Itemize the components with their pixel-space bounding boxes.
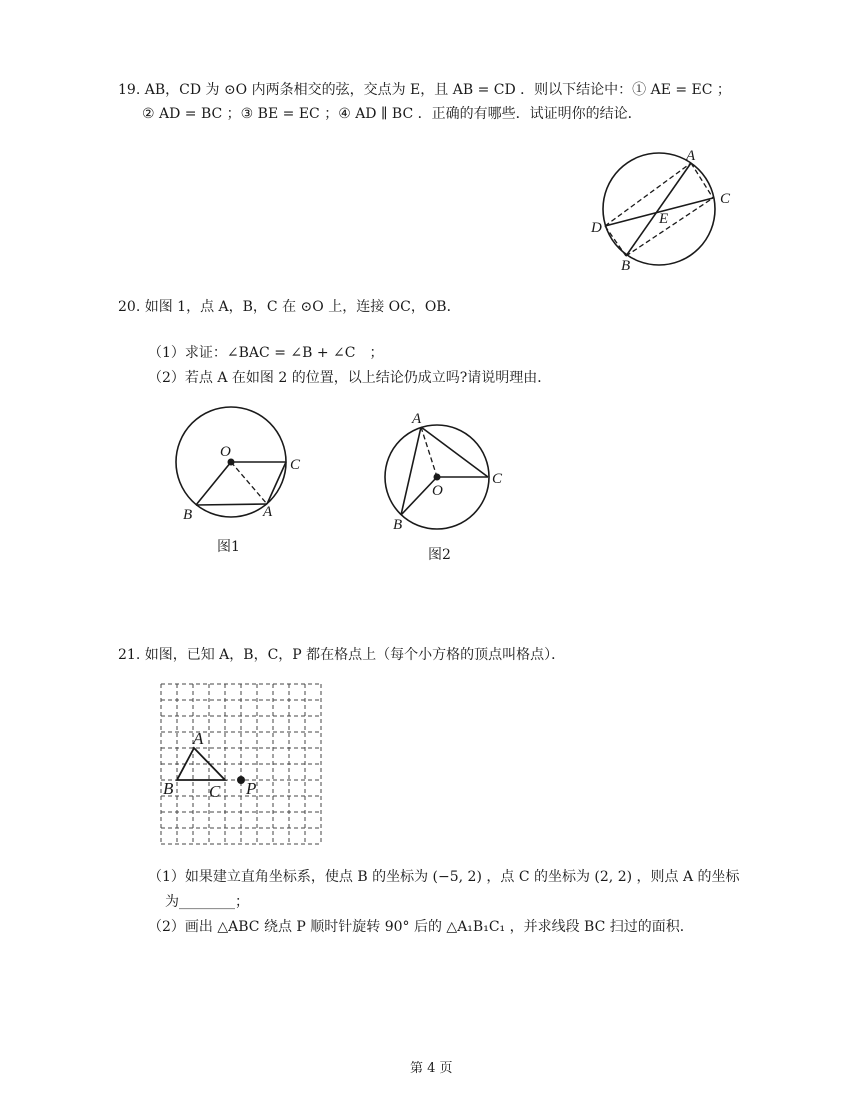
q20-fig2-ab bbox=[401, 427, 421, 515]
q21-part1b: 为________； bbox=[165, 894, 249, 910]
q20-fig1-ba bbox=[196, 504, 267, 505]
q21-label-b: B bbox=[163, 779, 174, 798]
q19-label-c: C bbox=[720, 191, 731, 207]
q20-fig2-ac bbox=[421, 427, 488, 477]
q21-label-p: P bbox=[246, 779, 257, 798]
q20-fig2-label-o: O bbox=[432, 483, 443, 499]
q20-fig2-label-b: B bbox=[393, 517, 403, 533]
q19-label-d: D bbox=[591, 220, 602, 236]
q20-fig1-oa-dashed bbox=[231, 462, 267, 504]
q20-line1: 20. 如图 1，点 A，B，C 在 ⊙O 上，连接 OC，OB． bbox=[118, 299, 461, 315]
q20-fig2-caption: 图2 bbox=[428, 547, 451, 563]
q21-line1: 21. 如图，已知 A，B，C，P 都在格点上（每个小方格的顶点叫格点）． bbox=[118, 647, 566, 663]
q19-dashed-ac bbox=[691, 163, 713, 198]
q19-line2: ② AD = BC ；③ BE = EC ；④ AD ∥ BC ．正确的有哪些．试证明你的结论． bbox=[142, 106, 642, 122]
q21-part1a: （1）如果建立直角坐标系，使点 B 的坐标为 (−5, 2) ，点 C 的坐标为 (2, 2) ，则点 A 的坐标 bbox=[148, 869, 740, 885]
q20-fig1-ob bbox=[196, 462, 231, 505]
q20-fig1-label-b: B bbox=[183, 507, 193, 523]
q20-fig2-ao-dashed bbox=[421, 427, 437, 477]
q19-label-b: B bbox=[621, 258, 631, 274]
q20-fig1-caption: 图1 bbox=[217, 539, 240, 555]
q20-fig2-label-c: C bbox=[492, 471, 503, 487]
q19-chord-ab bbox=[626, 163, 691, 256]
q21-point-p bbox=[237, 776, 245, 784]
q19-dashed-ad bbox=[605, 163, 691, 226]
page-number: 第 4 页 bbox=[410, 1061, 453, 1076]
q20-part1: （1）求证：∠BAC = ∠B + ∠C ； bbox=[148, 345, 384, 361]
q19-label-a: A bbox=[686, 148, 696, 164]
q19-line1: 19. AB，CD 为 ⊙O 内两条相交的弦，交点为 E，且 AB = CD ．则以下结论中：① AE = EC ； bbox=[118, 82, 731, 98]
q21-part2: （2）画出 △ABC 绕点 P 顺时针旋转 90° 后的 △A₁B₁C₁ ，并求线段 BC 扫过的面积． bbox=[148, 919, 694, 935]
q20-fig1-label-c: C bbox=[290, 457, 301, 473]
q21-label-a: A bbox=[193, 729, 204, 748]
q20-fig1-label-o: O bbox=[220, 444, 231, 460]
q20-fig2-center-dot bbox=[434, 474, 441, 481]
q21-label-c: C bbox=[209, 782, 221, 801]
q20-fig1-ca bbox=[267, 462, 286, 504]
q20-fig1-label-a: A bbox=[263, 504, 273, 520]
q19-label-e: E bbox=[659, 211, 669, 227]
q20-fig2-label-a: A bbox=[412, 411, 422, 427]
q20-part2: （2）若点 A 在如图 2 的位置，以上结论仍成立吗?请说明理由． bbox=[148, 370, 552, 386]
